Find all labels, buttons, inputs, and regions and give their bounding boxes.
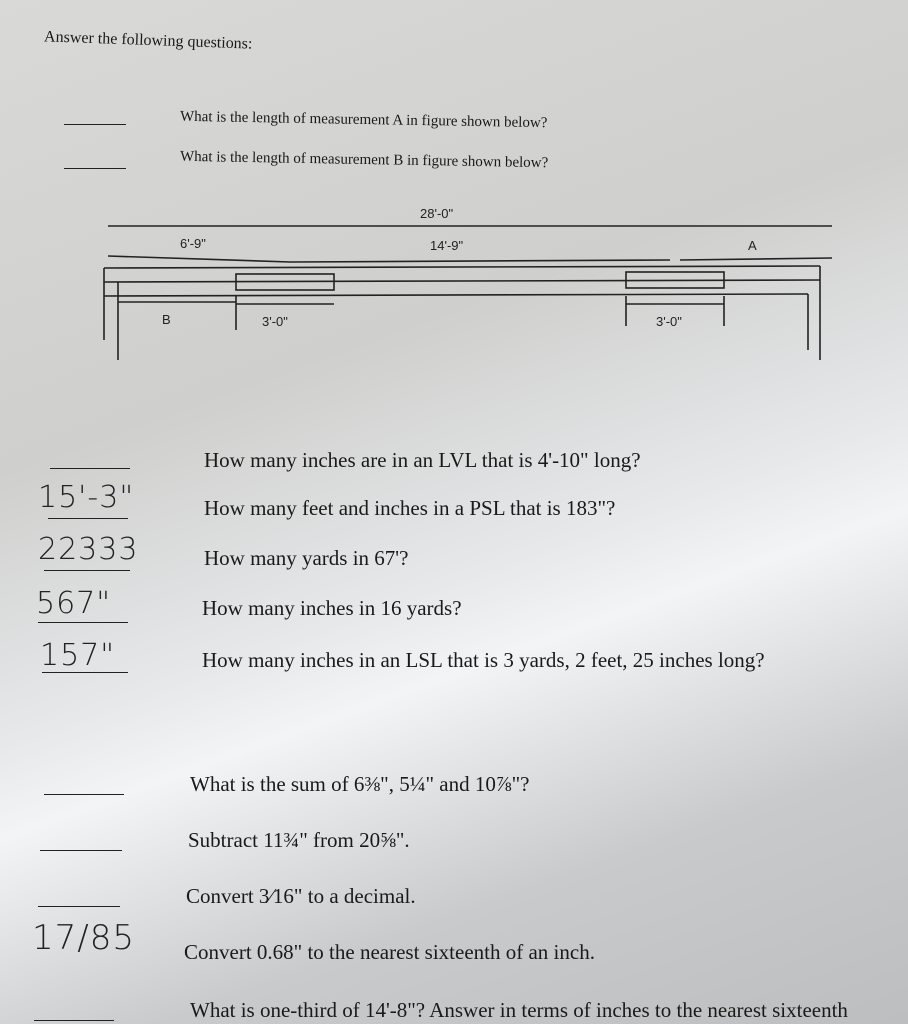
answer-blank[interactable] xyxy=(42,672,128,673)
dimension-left: 6'-9" xyxy=(180,236,206,251)
handwritten-answer: 22333 xyxy=(38,532,139,567)
question-text: How many inches are in an LVL that is 4'-10" long? xyxy=(204,448,641,472)
instructions: Answer the following questions: xyxy=(43,28,253,53)
question-text: Convert 0.68" to the nearest sixteenth of an inch. xyxy=(184,940,595,964)
answer-blank[interactable] xyxy=(40,850,122,851)
question-text: What is the sum of 6⅜", 5¼" and 10⅞"? xyxy=(190,772,530,796)
answer-blank[interactable] xyxy=(48,518,128,519)
question-text: What is one-third of 14'-8"? Answer in terms of inches to the nearest sixteenth xyxy=(190,998,848,1022)
dimension-overall: 28'-0" xyxy=(420,206,454,221)
question-text: How many inches in an LSL that is 3 yards, 2 feet, 25 inches long? xyxy=(202,648,765,672)
answer-blank[interactable] xyxy=(50,468,130,469)
dimension-opening-right: 3'-0" xyxy=(656,314,682,329)
answer-blank[interactable] xyxy=(44,794,124,795)
answer-blank[interactable] xyxy=(38,906,120,907)
question-text: What is the length of measurement B in figure shown below? xyxy=(179,148,549,172)
dimension-line-left xyxy=(108,256,290,262)
handwritten-answer: 567" xyxy=(36,586,112,621)
dimension-a-label: A xyxy=(748,238,757,253)
dimension-opening-left: 3'-0" xyxy=(262,314,288,329)
answer-blank[interactable] xyxy=(34,1020,114,1021)
handwritten-answer: 17/85 xyxy=(32,918,135,958)
question-text: How many feet and inches in a PSL that is 183"? xyxy=(204,496,616,520)
question-text: How many yards in 67'? xyxy=(204,546,409,570)
question-text: What is the length of measurement A in figure shown below? xyxy=(179,108,548,132)
answer-blank[interactable] xyxy=(64,124,126,125)
answer-blank[interactable] xyxy=(64,168,126,169)
question-text: Convert 3⁄16" to a decimal. xyxy=(186,884,416,908)
handwritten-answer: 157" xyxy=(40,638,116,673)
dimension-middle: 14'-9" xyxy=(430,238,464,253)
answer-blank[interactable] xyxy=(44,570,130,571)
dimension-b-label: B xyxy=(162,312,171,327)
question-text: How many inches in 16 yards? xyxy=(202,596,462,620)
handwritten-answer: 15'-3" xyxy=(38,480,135,515)
answer-blank[interactable] xyxy=(38,622,128,623)
question-text: Subtract 11¾" from 20⅝". xyxy=(188,828,410,852)
